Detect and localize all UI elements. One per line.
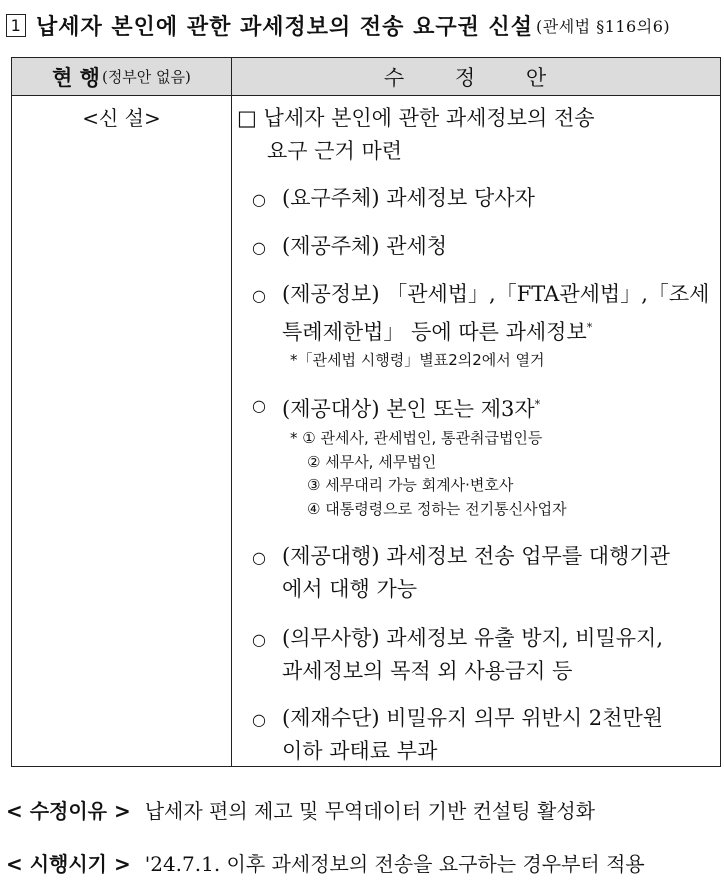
item-line-2: 이하 과태료 부과: [282, 739, 438, 763]
reason-label: < 수정이유 >: [6, 799, 131, 823]
footnote-target-2: ② 세무사, 세무법인: [307, 452, 437, 471]
circle-bullet-icon: ○: [252, 190, 266, 209]
effective-label: < 시행시기 >: [6, 852, 131, 876]
item-text: [282, 622, 707, 688]
circle-bullet-icon: ○: [252, 710, 266, 729]
list-item: [252, 702, 707, 768]
footnote-marker: *: [586, 321, 593, 334]
table-header: [12, 58, 720, 96]
footnote-targets: [290, 427, 567, 521]
item-line-2: 에서 대행 가능: [282, 577, 418, 601]
effective-date: [6, 848, 645, 877]
header-current-note: (정부안 없음): [101, 68, 191, 86]
item-line-1: (제재수단) 비밀유지 의무 위반시 2천만원: [282, 706, 664, 730]
intro-line-2: 요구 근거 마련: [267, 139, 403, 163]
section-title-text: 납세자 본인에 관한 과세정보의 전송 요구권 신설: [36, 14, 533, 40]
circle-bullet-icon: ○: [252, 286, 266, 305]
circle-bullet-icon: ○: [252, 238, 266, 257]
list-item: [252, 388, 540, 426]
current-cell: <신 설>: [82, 106, 161, 130]
circle-bullet-icon: ○: [252, 630, 266, 649]
list-item: [252, 230, 447, 264]
list-item: [252, 622, 707, 688]
section-title: [6, 8, 722, 42]
circle-bullet-icon: ○: [252, 548, 266, 567]
list-item: [252, 182, 535, 216]
footnote-marker: *: [534, 398, 541, 411]
item-text: [282, 702, 707, 768]
column-divider: [231, 58, 232, 766]
section-number: 1: [6, 14, 26, 37]
header-current: [12, 58, 231, 95]
comparison-table: [11, 57, 721, 767]
item-line-1: (제공정보) 「관세법」,「FTA관세법」,「조세: [282, 282, 710, 306]
header-current-label: 현 행: [52, 64, 100, 90]
header-amendment: 수 정 안: [383, 65, 569, 90]
footnote-info: *「관세법 시행령」별표2의2에서 열거: [290, 351, 545, 369]
amendment-reason: [6, 795, 595, 824]
item-line-1: (제공대행) 과세정보 전송 업무를 대행기관: [282, 544, 670, 568]
list-item: [252, 540, 707, 606]
intro-line-1: 납세자 본인에 관한 과세정보의 전송: [263, 106, 595, 130]
amendment-intro: [237, 102, 595, 168]
footnote-target-1: * ① 관세사, 관세법인, 통관취급법인등: [290, 429, 543, 447]
law-reference: (관세법 §116의6): [536, 16, 671, 36]
item-line-1: (의무사항) 과세정보 유출 방지, 비밀유지,: [282, 626, 664, 650]
footnote-target-4: ④ 대통령령으로 정하는 전기통신사업자: [307, 499, 567, 518]
item-text: [282, 388, 540, 426]
item-line-2: 과세정보의 목적 외 사용금지 등: [282, 659, 573, 683]
list-item: [252, 278, 710, 349]
item-text: [282, 540, 707, 606]
item-line-2: 특례제한법」 등에 따른 과세정보: [282, 320, 587, 344]
item-text: (요구주체) 과세정보 당사자: [282, 186, 535, 210]
effective-text: '24.7.1. 이후 과세정보의 전송을 요구하는 경우부터 적용: [144, 852, 645, 876]
item-text: [282, 278, 709, 349]
circle-bullet-icon: ○: [252, 396, 266, 415]
checkbox-square-icon: □: [237, 106, 257, 130]
item-line-1: (제공대상) 본인 또는 제3자: [282, 397, 535, 421]
item-text: (제공주체) 관세청: [282, 234, 448, 258]
reason-text: 납세자 편의 제고 및 무역데이터 기반 컨설팅 활성화: [144, 799, 595, 823]
footnote-target-3: ③ 세무대리 가능 회계사·변호사: [307, 476, 514, 494]
